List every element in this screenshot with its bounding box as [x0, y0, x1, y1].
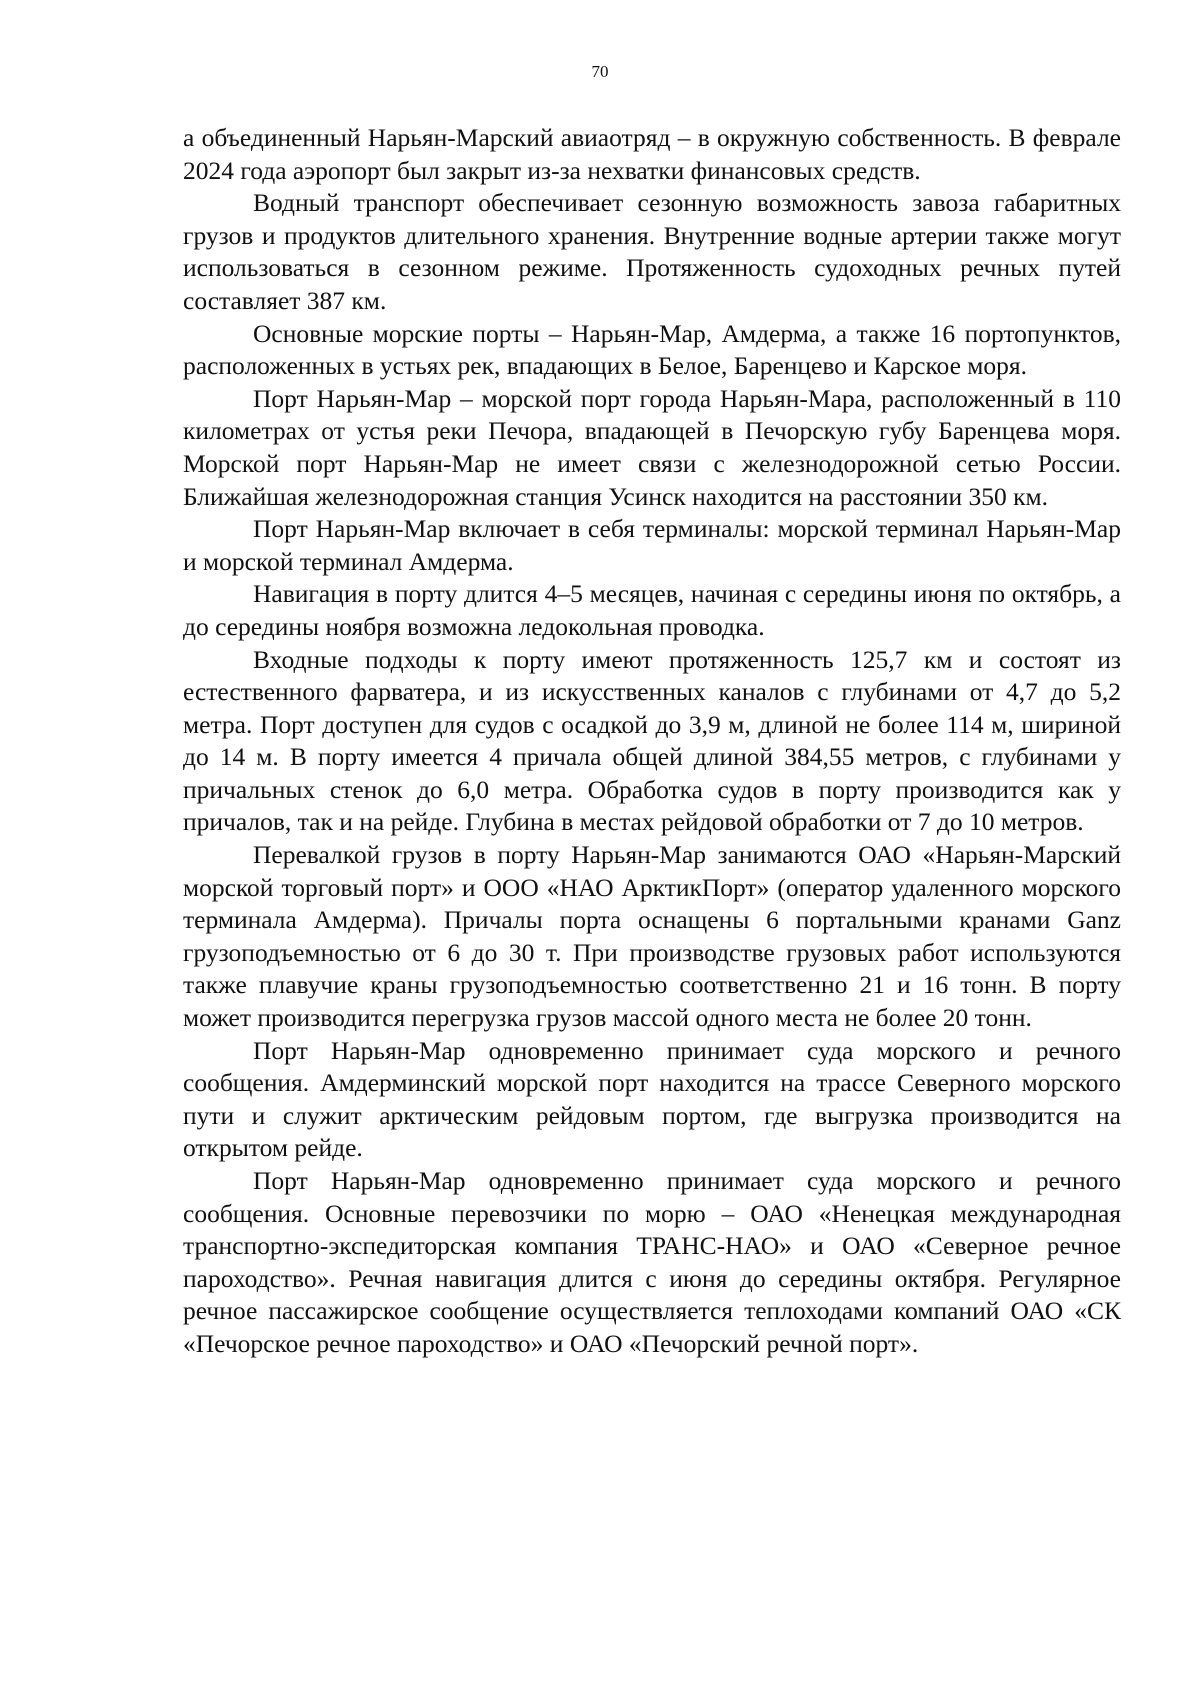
paragraph-port-naryan-mar: Порт Нарьян-Мар – морской порт города Нарьян-Мара, расположенный в 110 километрах от устья реки Печора, впадающей в Печорскую губу Баренцева моря. Морской порт Нарьян-Мар не имеет связи с железнодорожной сетью России. Ближайшая железнодорожная станция Усинск находится на расстоянии 350 км. — [183, 383, 1121, 511]
paragraph-airport-continuation: а объединенный Нарьян-Марский авиаотряд – в окружную собственность. В феврале 2024 года аэропорт был закрыт из-за нехватки финансовых средств. — [183, 123, 1121, 185]
page-number: 70 — [591, 62, 609, 81]
paragraph-port-approaches: Входные подходы к порту имеют протяженность 125,7 км и состоят из естественного фарватера, и из искусственных каналов с глубинами от 4,7 до 5,2 метра. Порт доступен для судов с осадкой до 3,9 м, длиной не более 114 м, шириной до 14 м. В порту имеется 4 причала общей длиной 384,55 метров, с глубинами у причальных стенок до 6,0 метра. Обработка судов в порту производится как у причалов, так и на рейде. Глубина в местах рейдовой обработки от 7 до 10 метров. — [183, 644, 1121, 837]
document-body — [183, 122, 1121, 1361]
paragraph-water-transport: Водный транспорт обеспечивает сезонную возможность завоза габаритных грузов и продуктов длительного хранения. Внутренние водные артерии также могут использоваться в сезонном режиме. Протяженность судоходных речных путей составляет 387 км. — [183, 188, 1121, 315]
paragraph-port-terminals: Порт Нарьян-Мар включает в себя терминалы: морской терминал Нарьян-Мар и морской терминал Амдерма. — [183, 514, 1121, 576]
paragraph-carriers: Порт Нарьян-Мар одновременно принимает суда морского и речного сообщения. Основные перевозчики по морю – ОАО «Ненецкая международная транспортно-экспедиторская компания ТРАНС-НАО» и ОАО «Северное речное пароходство». Речная навигация длится с июня до середины октября. Регулярное речное пассажирское сообщение осуществляется теплоходами компаний ОАО «СК «Печорское речное пароходство» и ОАО «Печорский речной порт». — [183, 1166, 1121, 1358]
paragraph-main-sea-ports: Основные морские порты – Нарьян-Мар, Амдерма, а также 16 портопунктов, расположенных в устьях рек, впадающих в Белое, Баренцево и Карское моря. — [183, 318, 1121, 381]
paragraph-amderma-port: Порт Нарьян-Мар одновременно принимает суда морского и речного сообщения. Амдерминский морской порт находится на трассе Северного морского пути и служит арктическим рейдовым портом, где выгрузка производится на открытом рейде. — [183, 1035, 1121, 1163]
paragraph-navigation-season: Навигация в порту длится 4–5 месяцев, начиная с середины июня по октябрь, а до середины ноября возможна ледокольная проводка. — [183, 579, 1121, 641]
paragraph-cargo-handling: Перевалкой грузов в порту Нарьян-Мар занимаются ОАО «Нарьян-Марский морской торговый порт» и ООО «НАО АрктикПорт» (оператор удаленного морского терминала Амдерма). Причалы порта оснащены 6 портальными кранами Ganz грузоподъемностью от 6 до 30 т. При производстве грузовых работ используются также плавучие краны грузоподъемностью соответственно 21 и 16 тонн. В порту может производится перегрузка грузов массой одного места не более 20 тонн. — [183, 840, 1121, 1033]
